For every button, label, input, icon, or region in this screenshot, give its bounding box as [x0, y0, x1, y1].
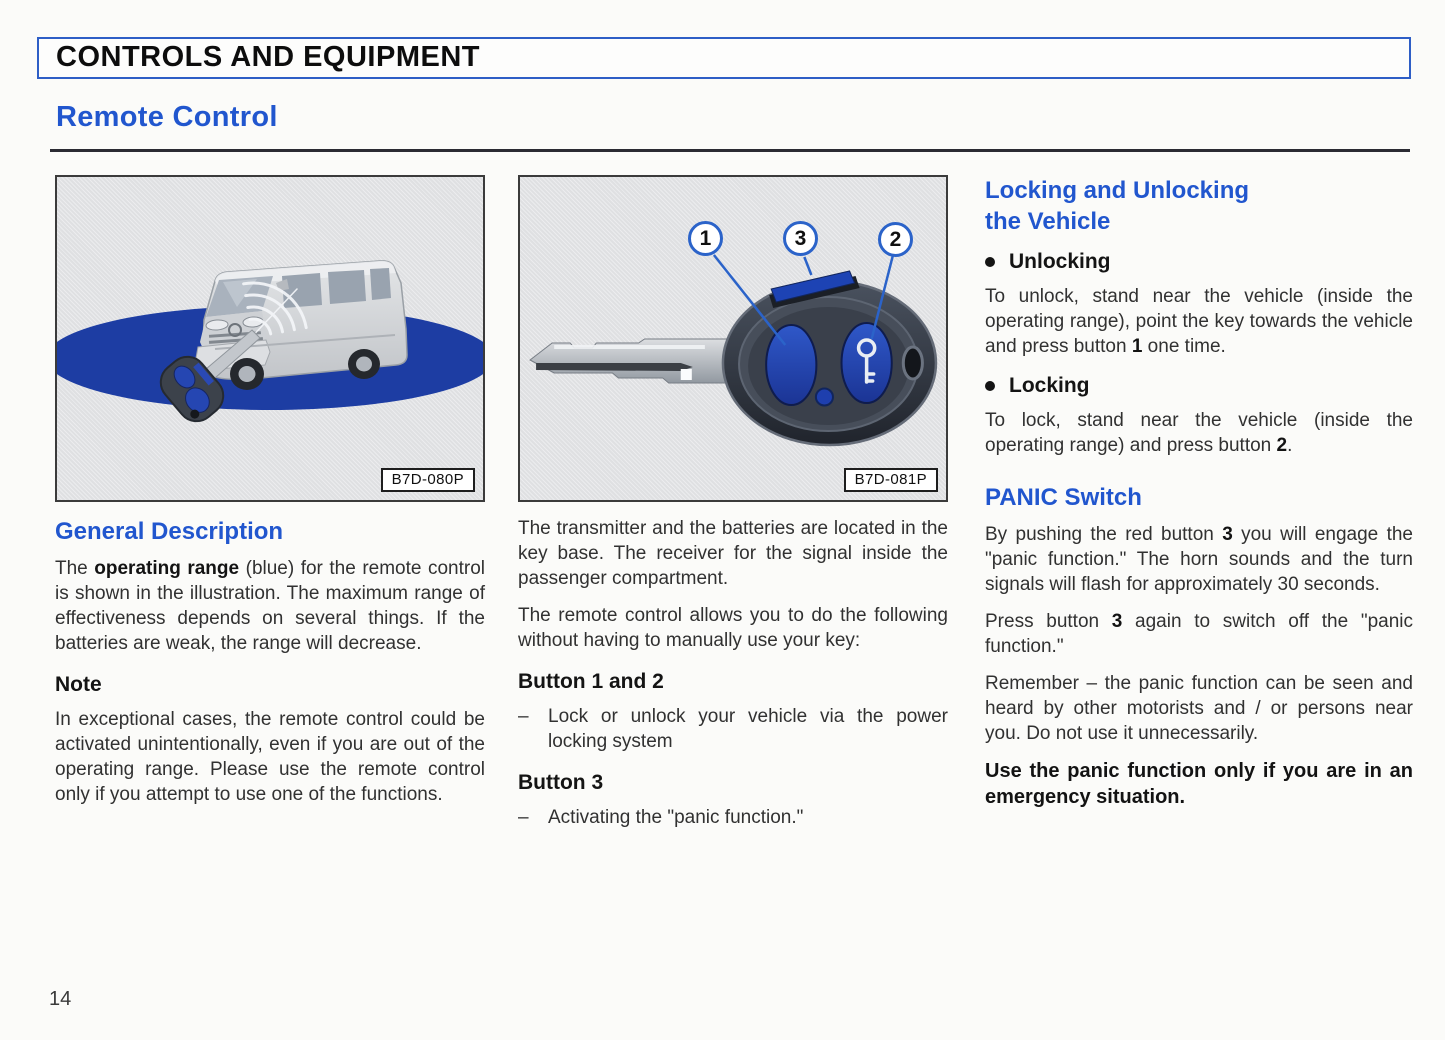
panic-paragraph-3: Remember – the panic function can be seen and heard by other motorists and / or persons near you. Do not use it unnecessarily.: [985, 673, 1413, 744]
text-run: (blue) for the remote control is shown in the illustration. The maximum range of effectiveness depends on several things. If the batteries are weak, the range will decrease.: [55, 558, 486, 654]
unlocking-paragraph: [985, 284, 1413, 359]
text-run: By pushing the red button: [985, 524, 1223, 545]
left-column: [55, 175, 485, 819]
callout-3: 3: [783, 221, 818, 256]
text-run-bold: 3: [1111, 611, 1123, 632]
figure-label: B7D-080P: [381, 468, 475, 492]
general-description-paragraph: [55, 556, 485, 656]
callout-1: 1: [688, 221, 723, 256]
bullet-dot: [985, 381, 995, 391]
keyring-hole: [903, 347, 922, 379]
general-description-heading: General Description: [55, 518, 284, 545]
chapter-title: CONTROLS AND EQUIPMENT: [56, 40, 480, 73]
figure-remote-key: [518, 175, 948, 502]
dash-bullet: –: [518, 807, 529, 828]
button-3-item: [518, 805, 948, 830]
panic-paragraph-1: [985, 522, 1413, 597]
van-range-illustration: [57, 177, 483, 500]
bullet-dot: [985, 257, 995, 267]
button-3-heading: Button 3: [518, 771, 604, 794]
unlocking-heading-text: Unlocking: [1009, 250, 1111, 273]
text-run-bold: 3: [1222, 524, 1233, 545]
key-blade: [530, 339, 733, 383]
van-illustration: [196, 261, 407, 390]
unlocking-heading: [985, 250, 1413, 274]
text-run: one time.: [1142, 336, 1226, 357]
text-run: To unlock, stand near the vehicle (inside the operating range), point the key towards the vehicle and press button: [985, 286, 1413, 357]
panic-switch-heading: PANIC Switch: [985, 484, 1142, 511]
text-run: again to switch off the "panic function.": [985, 611, 1413, 657]
page-title: Remote Control: [56, 101, 278, 133]
heading-line: the Vehicle: [985, 208, 1111, 235]
transmitter-paragraph: The transmitter and the batteries are located in the key base. The receiver for the signal inside the passenger compartment.: [518, 518, 948, 589]
right-column: [985, 175, 1413, 822]
remote-functions-paragraph: The remote control allows you to do the following without having to manually use your key:: [518, 605, 948, 651]
title-rule: [50, 149, 1410, 152]
heading-line: Locking and Unlocking: [985, 177, 1250, 204]
text-run: Press button: [985, 611, 1112, 632]
text-run: To lock, stand near the vehicle (inside the operating range) and press button: [985, 410, 1413, 456]
panic-paragraph-2: [985, 609, 1413, 659]
dash-bullet: –: [518, 706, 529, 727]
locking-heading: [985, 374, 1413, 398]
text-run: The: [55, 558, 95, 579]
note-heading: Note: [55, 673, 102, 696]
panic-warning-paragraph: Use the panic function only if you are in an emergency situation.: [985, 760, 1413, 808]
key-head: [723, 271, 936, 445]
button-1-2-heading: Button 1 and 2: [518, 670, 664, 693]
text-run: you will engage the "panic function." The horn sounds and the turn signals will flash for approximately 30 seconds.: [985, 524, 1413, 595]
locking-unlocking-heading: [985, 175, 1413, 237]
text-run-bold: operating range: [94, 558, 240, 579]
button-3-item-text: Activating the "panic function.": [548, 807, 804, 828]
text-run: .: [1287, 435, 1293, 456]
figure-van-operating-range: [55, 175, 485, 502]
chapter-header: [37, 37, 1411, 79]
center-dot: [816, 389, 833, 406]
locking-paragraph: [985, 408, 1413, 458]
button-1-2-item-text: Lock or unlock your vehicle via the power locking system: [548, 706, 948, 752]
button-1-2-item: [518, 704, 948, 754]
page-number: 14: [49, 988, 72, 1010]
middle-column: [518, 175, 948, 842]
text-run-bold: 1: [1131, 336, 1143, 357]
remote-key-illustration: [520, 177, 946, 500]
figure-label: B7D-081P: [844, 468, 938, 492]
callout-2: 2: [878, 222, 913, 257]
locking-heading-text: Locking: [1009, 374, 1090, 397]
text-run-bold: 2: [1276, 435, 1288, 456]
button-1: [766, 325, 816, 405]
note-paragraph: In exceptional cases, the remote control could be activated unintentionally, even if you are out of the operating range. Please use the remote control only if you attempt to use one of the functions.: [55, 709, 485, 805]
